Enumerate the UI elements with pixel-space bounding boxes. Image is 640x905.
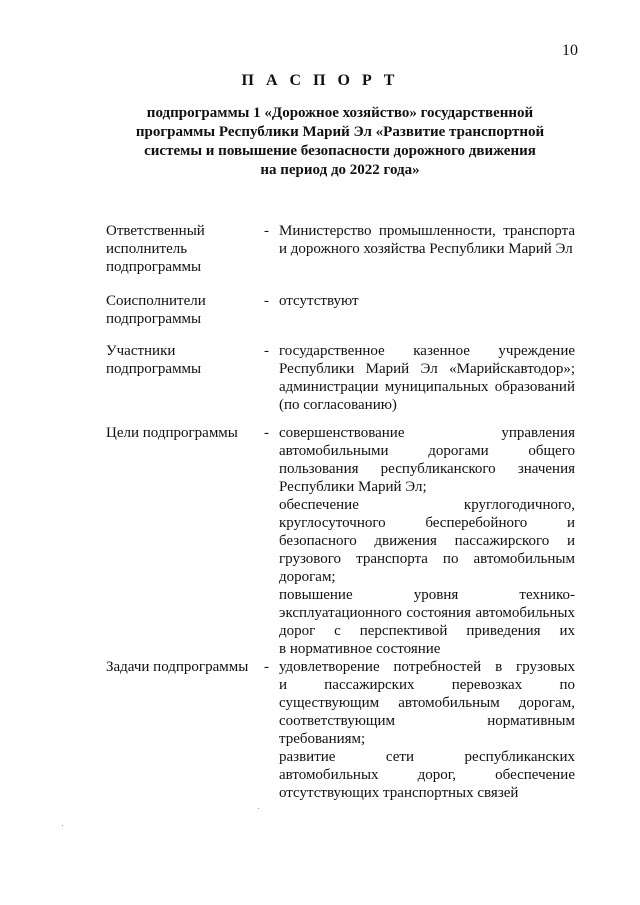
row-content-line: пользования республиканского значения bbox=[279, 461, 575, 477]
subtitle-line: на период до 2022 года» bbox=[260, 162, 420, 178]
row-content-line: администрации муниципальных образований bbox=[279, 379, 575, 395]
document-subtitle bbox=[100, 104, 580, 180]
row-content bbox=[279, 658, 575, 802]
row-content-line: дорогам; bbox=[279, 569, 336, 585]
row-content-line: требованиям; bbox=[279, 731, 366, 747]
row-dash: - bbox=[264, 223, 269, 239]
row-content-line: и пассажирских перевозках по bbox=[279, 677, 575, 693]
row-content-line: (по согласованию) bbox=[279, 397, 397, 413]
row-content-line: в нормативное состояние bbox=[279, 641, 441, 657]
row-content-line: удовлетворение потребностей в грузовых bbox=[279, 659, 575, 675]
subtitle-line: подпрограммы 1 «Дорожное хозяйство» государственной bbox=[146, 105, 534, 121]
row-content bbox=[279, 342, 575, 414]
row-content bbox=[279, 292, 575, 310]
page-number: 10 bbox=[562, 42, 578, 59]
row-content bbox=[279, 424, 575, 658]
row-label-line: Цели подпрограммы bbox=[106, 425, 238, 441]
row-content-line: Республики Марий Эл; bbox=[279, 479, 427, 495]
row-label-line: Соисполнители bbox=[106, 293, 206, 309]
row-label-line: исполнитель bbox=[106, 241, 188, 257]
row-label bbox=[106, 424, 261, 442]
row-label-line: подпрограммы bbox=[106, 361, 202, 377]
subtitle-line: программы Республики Марий Эл «Развитие транспортной bbox=[135, 124, 545, 140]
scan-speck bbox=[258, 808, 259, 809]
row-label bbox=[106, 658, 261, 676]
row-label-line: Ответственный bbox=[106, 223, 205, 239]
row-content-line: Министерство промышленности, транспорта bbox=[279, 223, 575, 239]
row-content-line: государственное казенное учреждение bbox=[279, 343, 575, 359]
row-content-line: соответствующим нормативным bbox=[279, 713, 575, 729]
row-content bbox=[279, 222, 575, 258]
row-dash: - bbox=[264, 659, 269, 675]
row-content-line: Республики Марий Эл «Марийскавтодор»; bbox=[279, 361, 575, 377]
row-content-line: и дорожного хозяйства Республики Марий Эл bbox=[279, 241, 573, 257]
row-label-line: подпрограммы bbox=[106, 311, 202, 327]
subtitle-line: системы и повышение безопасности дорожного движения bbox=[144, 143, 536, 159]
row-content-line: круглосуточного бесперебойного и bbox=[279, 515, 575, 531]
row-label-line: Задачи подпрограммы bbox=[106, 659, 249, 675]
row-content-line: существующим автомобильным дорогам, bbox=[279, 695, 575, 711]
row-content-line: совершенствование управления bbox=[279, 425, 575, 441]
row-label bbox=[106, 292, 261, 328]
row-label-line: подпрограммы bbox=[106, 259, 202, 275]
row-dash: - bbox=[264, 425, 269, 441]
row-label bbox=[106, 342, 261, 378]
row-content-line: развитие сети республиканских bbox=[279, 749, 575, 765]
row-label bbox=[106, 222, 261, 276]
row-content-line: дорог с перспективой приведения их bbox=[279, 623, 575, 639]
row-content-line: безопасного движения пассажирского и bbox=[279, 533, 575, 549]
row-content-line: автомобильными дорогами общего bbox=[279, 443, 575, 459]
scan-speck bbox=[62, 825, 63, 826]
row-content-line: обеспечение круглогодичного, bbox=[279, 497, 575, 513]
row-dash: - bbox=[264, 343, 269, 359]
row-content-line: грузового транспорта по автомобильным bbox=[279, 551, 575, 567]
row-content-line: автомобильных дорог, обеспечение bbox=[279, 767, 575, 783]
row-content-line: отсутствующих транспортных связей bbox=[279, 785, 519, 801]
row-content-line: повышение уровня технико- bbox=[279, 587, 575, 603]
row-content-line: отсутствуют bbox=[279, 293, 359, 309]
row-content-line: эксплуатационного состояния автомобильных bbox=[279, 605, 575, 621]
row-label-line: Участники bbox=[106, 343, 176, 359]
row-dash: - bbox=[264, 293, 269, 309]
document-title: П А С П О Р Т bbox=[241, 72, 399, 89]
